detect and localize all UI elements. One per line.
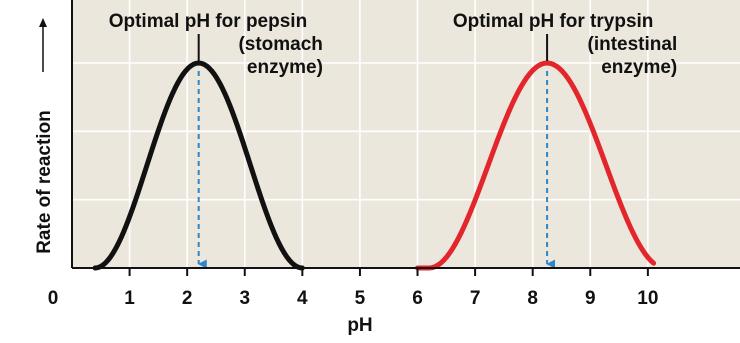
y-axis-arrow-head — [39, 18, 47, 27]
x-tick-label-7: 7 — [469, 288, 481, 309]
x-ticks — [48, 268, 659, 309]
annotation-2-line-2: (intestinal — [587, 34, 678, 55]
x-tick-label-2: 2 — [181, 288, 193, 309]
x-tick-label-5: 5 — [354, 288, 366, 309]
y-axis-title-group — [34, 110, 55, 254]
x-axis-title: pH — [347, 315, 373, 336]
x-tick-label-0: 0 — [47, 288, 59, 309]
y-axis-title: Rate of reaction — [34, 110, 55, 254]
x-tick-label-3: 3 — [239, 288, 251, 309]
x-tick-label-8: 8 — [527, 288, 538, 309]
annotation-1-line-2: (stomach — [238, 34, 323, 55]
x-tick-label-4: 4 — [297, 288, 308, 309]
annotation-2-line-3: enzyme) — [601, 57, 678, 78]
x-tick-label-1: 1 — [124, 288, 135, 309]
x-tick-label-10: 10 — [637, 288, 659, 309]
annotation-1-line-3: enzyme) — [246, 57, 323, 78]
annotation-2-line-1: Optimal pH for trypsin — [452, 11, 654, 32]
annotation-1-line-1: Optimal pH for pepsin — [108, 11, 308, 32]
x-tick-label-9: 9 — [584, 288, 596, 309]
x-tick-label-6: 6 — [412, 288, 423, 309]
